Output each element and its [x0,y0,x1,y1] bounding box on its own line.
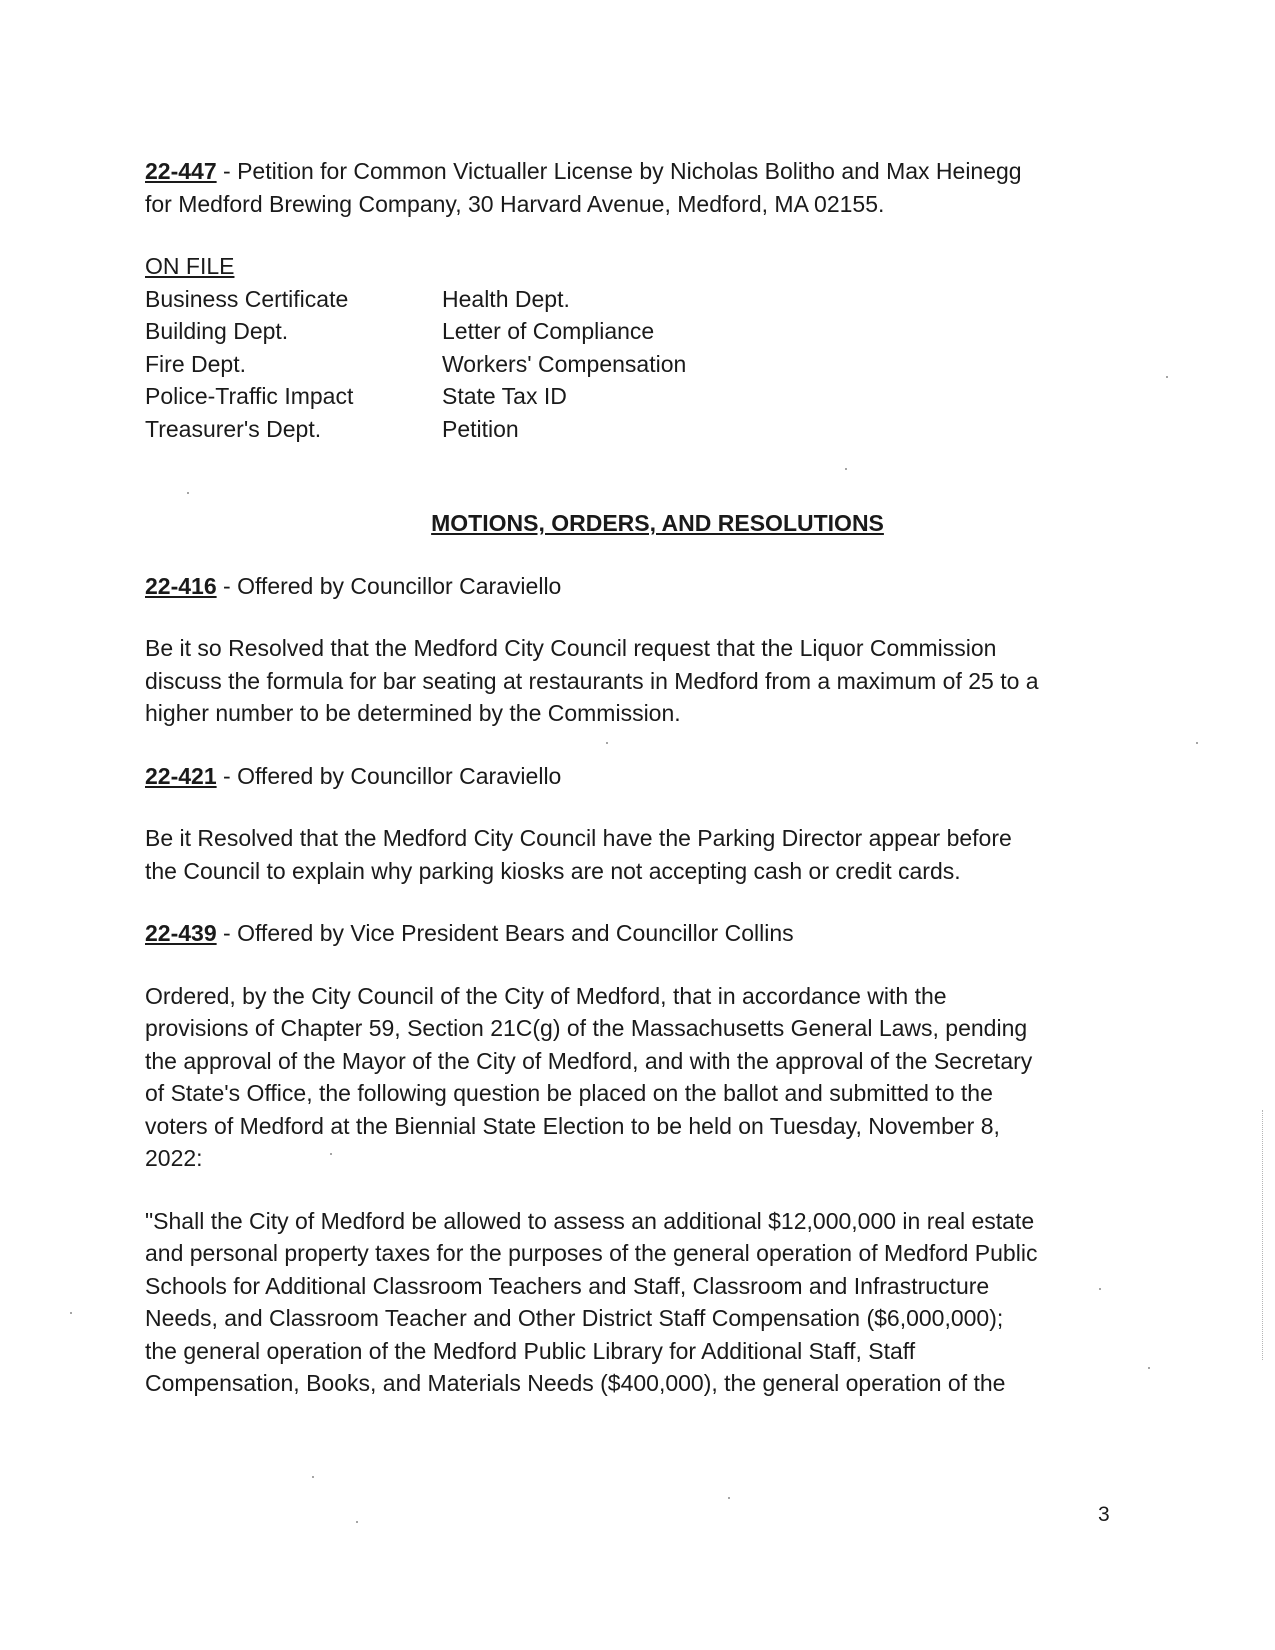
petition-text-1: - Petition for Common Victualler License by Nicholas Bolitho and Max Heinegg [216,158,1022,184]
item-offered-by: - Offered by Vice President Bears and Councillor Collins [216,920,794,946]
scan-speck [728,1497,730,1499]
item-number: 22-421 [145,762,217,789]
scan-speck [330,1153,332,1155]
ballot-question-line: Needs, and Classroom Teacher and Other District Staff Compensation ($6,000,000); [145,1305,1004,1331]
on-file-item: State Tax ID [442,383,567,409]
item-body-line: 2022: [145,1145,203,1171]
on-file-item: Letter of Compliance [442,318,655,344]
on-file-item: Fire Dept. [145,350,246,377]
on-file-item: Treasurer's Dept. [145,415,322,442]
scan-speck [1196,742,1198,744]
on-file-heading: ON FILE [145,253,235,279]
scan-speck [1099,1288,1101,1290]
scan-edge-artifact [1262,1110,1264,1360]
item-number: 22-416 [145,572,217,599]
item-header [145,570,1130,603]
scan-speck [70,1312,72,1314]
item-body-line: discuss the formula for bar seating at restaurants in Medford from a maximum of 25 to a [145,667,1039,694]
item-header [145,760,1130,793]
page-number: 3 [1098,1503,1110,1526]
item-body-line: higher number to be determined by the Commission. [145,700,681,726]
page-content [145,155,1130,1400]
on-file-item: Building Dept. [145,318,289,344]
on-file-item: Petition [442,415,519,442]
scan-speck [845,468,847,470]
on-file-item: Police-Traffic Impact [145,383,354,409]
petition-line-2: for Medford Brewing Company, 30 Harvard Avenue, Medford, MA 02155. [145,190,885,217]
item-body-line: Ordered, by the City Council of the City of Medford, that in accordance with the [145,982,947,1009]
scan-speck [606,742,608,744]
ballot-question-line: the general operation of the Medford Public Library for Additional Staff, Staff [145,1337,916,1364]
ballot-question-line: Compensation, Books, and Materials Needs ($400,000), the general operation of the [145,1370,1006,1396]
item-body-line: of State's Office, the following question be placed on the ballot and submitted to the [145,1080,993,1106]
item-body-line: Be it Resolved that the Medford City Council have the Parking Director appear before [145,825,1012,851]
item-header [145,917,1130,950]
scan-speck [356,1521,358,1523]
section-heading: MOTIONS, ORDERS, AND RESOLUTIONS [431,510,884,536]
scan-speck [312,1476,314,1478]
item-body-line: provisions of Chapter 59, Section 21C(g) of the Massachusetts General Laws, pending [145,1015,1028,1041]
ballot-question-line: and personal property taxes for the purposes of the general operation of Medford Public [145,1240,1038,1266]
scan-speck [1166,376,1168,378]
petition-line-1 [145,155,1130,188]
on-file-item: Health Dept. [442,285,570,312]
item-body-line: the Council to explain why parking kiosks are not accepting cash or credit cards. [145,857,961,884]
on-file-list [145,283,1130,446]
scan-speck [1148,1367,1150,1369]
on-file-item: Business Certificate [145,285,349,312]
scan-speck [187,492,189,494]
item-number: 22-439 [145,920,217,946]
ballot-question-line: Schools for Additional Classroom Teachers and Staff, Classroom and Infrastructure [145,1272,990,1299]
item-body-line: Be it so Resolved that the Medford City Council request that the Liquor Commission [145,635,997,661]
ballot-question-line: "Shall the City of Medford be allowed to assess an additional $12,000,000 in real estate [145,1207,1035,1234]
petition-number: 22-447 [145,158,217,184]
item-body-line: the approval of the Mayor of the City of Medford, and with the approval of the Secretary [145,1047,1033,1074]
item-offered-by: - Offered by Councillor Caraviello [216,762,562,789]
on-file-item: Workers' Compensation [442,350,687,377]
item-body-line: voters of Medford at the Biennial State Election to be held on Tuesday, November 8, [145,1112,1000,1139]
item-offered-by: - Offered by Councillor Caraviello [216,572,562,599]
